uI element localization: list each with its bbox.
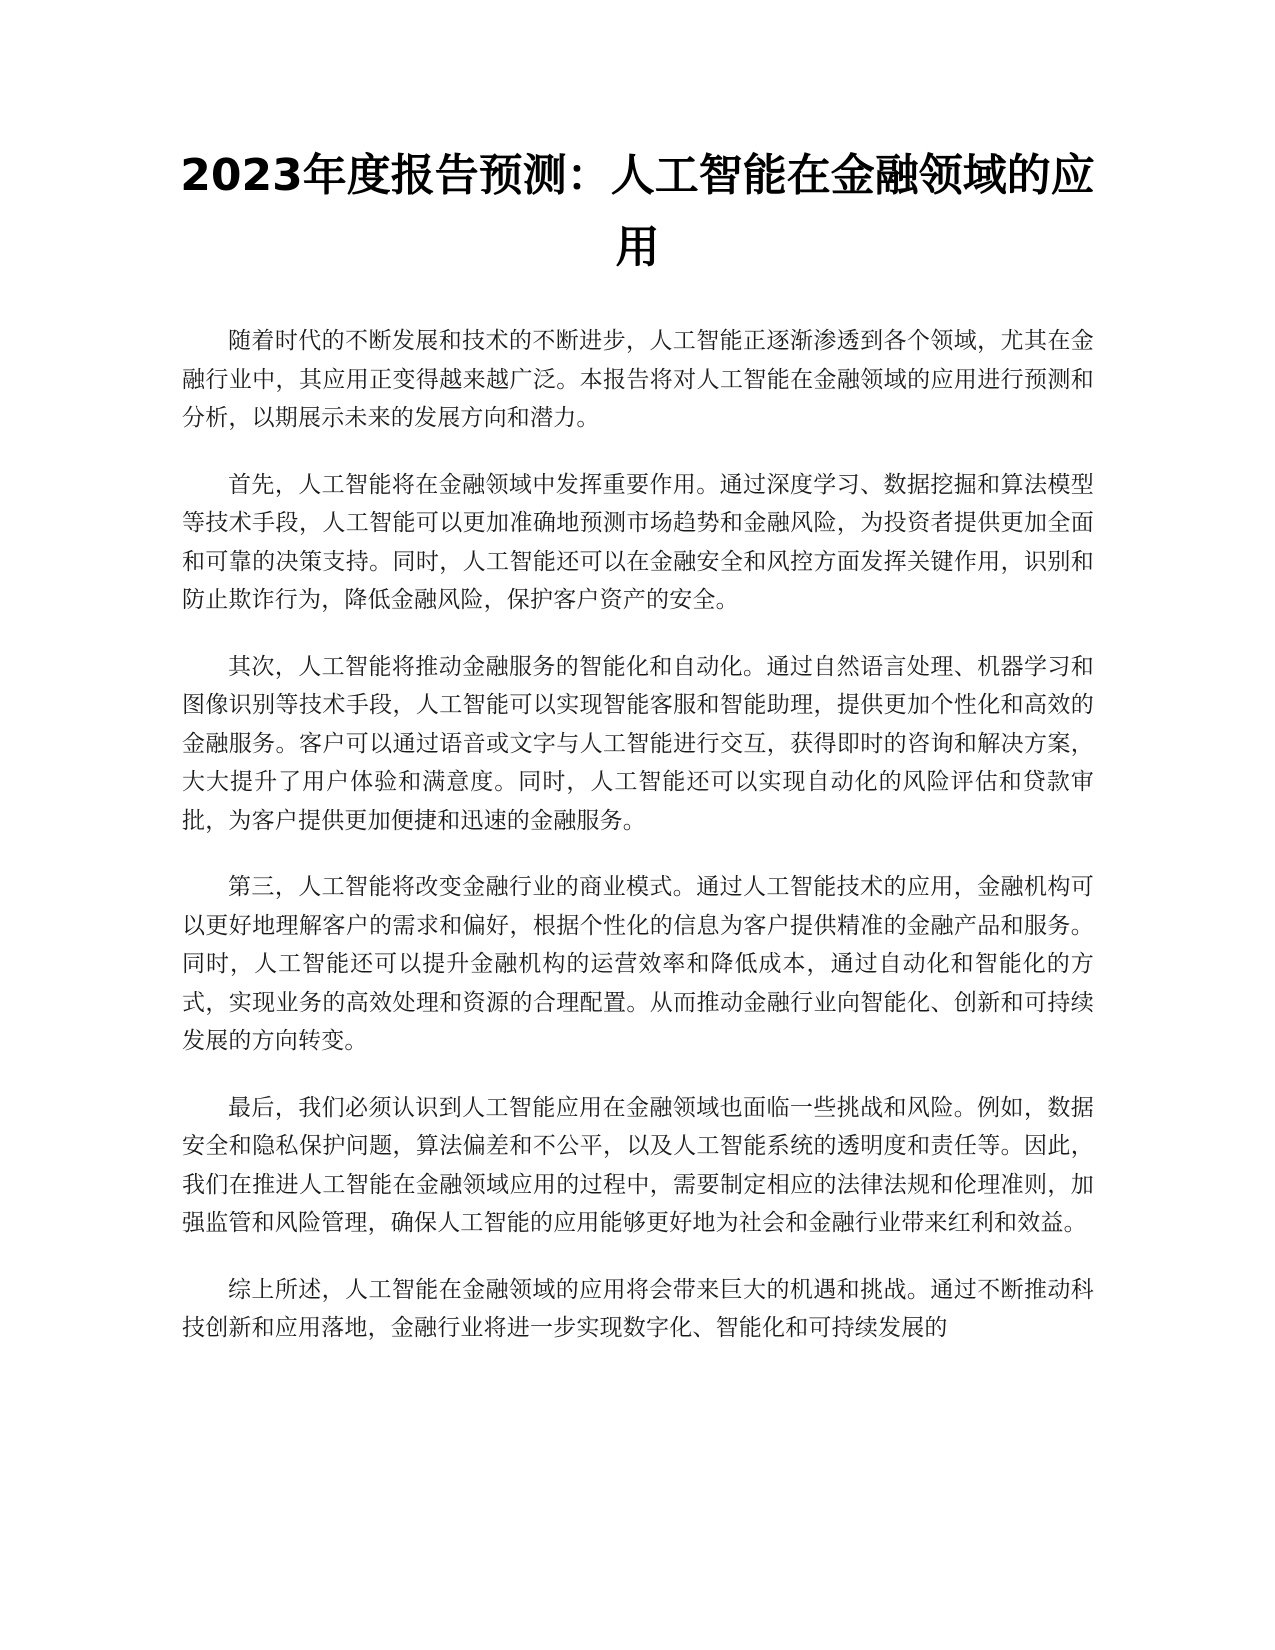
paragraph-intro: 随着时代的不断发展和技术的不断进步，人工智能正逐渐渗透到各个领域，尤其在金融行业中，其应用正变得越来越广泛。本报告将对人工智能在金融领域的应用进行预测和分析，以期展示未来的发展方向和潜力。 (182, 328, 1094, 431)
paragraph-first: 首先，人工智能将在金融领域中发挥重要作用。通过深度学习、数据挖掘和算法模型等技术手段，人工智能可以更加准确地预测市场趋势和金融风险，为投资者提供更加全面和可靠的决策支持。同时，人工智能还可以在金融安全和风控方面发挥关键作用，识别和防止欺诈行为，降低金融风险，保护客户资产的安全。 (182, 471, 1094, 613)
document-title: 2023年度报告预测：人工智能在金融领域的应用 (180, 150, 1095, 273)
paragraph-second: 其次，人工智能将推动金融服务的智能化和自动化。通过自然语言处理、机器学习和图像识别等技术手段，人工智能可以实现智能客服和智能助理，提供更加个性化和高效的金融服务。客户可以通过语音或文字与人工智能进行交互，获得即时的咨询和解决方案，大大提升了用户体验和满意度。同时，人工智能还可以实现自动化的风险评估和贷款审批，为客户提供更加便捷和迅速的金融服务。 (182, 653, 1094, 834)
paragraph-third: 第三，人工智能将改变金融行业的商业模式。通过人工智能技术的应用，金融机构可以更好地理解客户的需求和偏好，根据个性化的信息为客户提供精准的金融产品和服务。同时，人工智能还可以提升金融机构的运营效率和降低成本，通过自动化和智能化的方式，实现业务的高效处理和资源的合理配置。从而推动金融行业向智能化、创新和可持续发展的方向转变。 (182, 874, 1094, 1054)
document-body (182, 322, 1094, 1376)
paragraph-finally: 最后，我们必须认识到人工智能应用在金融领域也面临一些挑战和风险。例如，数据安全和隐私保护问题，算法偏差和不公平，以及人工智能系统的透明度和责任等。因此，我们在推进人工智能在金融领域应用的过程中，需要制定相应的法律法规和伦理准则，加强监管和风险管理，确保人工智能的应用能够更好地为社会和金融行业带来红利和效益。 (182, 1094, 1094, 1236)
paragraph-summary: 综上所述，人工智能在金融领域的应用将会带来巨大的机遇和挑战。通过不断推动科技创新和应用落地，金融行业将进一步实现数字化、智能化和可持续发展的 (182, 1276, 1094, 1341)
